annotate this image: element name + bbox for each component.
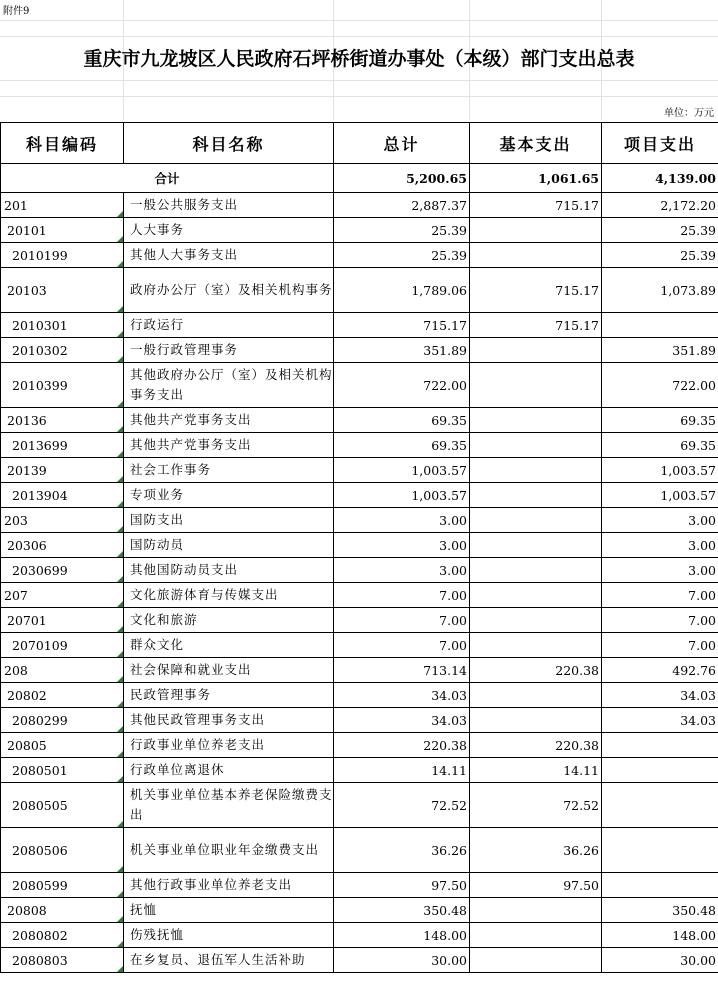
cell-project: 7.00 <box>602 633 718 658</box>
table-row <box>1 408 718 433</box>
cell-code: 20103 <box>1 268 124 313</box>
table-row <box>1 218 718 243</box>
cell-name: 群众文化 <box>124 633 334 658</box>
cell-code: 20101 <box>1 218 124 243</box>
header-name: 科目名称 <box>124 123 334 164</box>
table-row <box>1 483 718 508</box>
table-row <box>1 268 718 313</box>
table-row <box>1 533 718 558</box>
cell-name: 其他共产党事务支出 <box>124 433 334 458</box>
cell-basic: 220.38 <box>470 658 602 683</box>
cell-project: 3.00 <box>602 533 718 558</box>
cell-name: 文化旅游体育与传媒支出 <box>124 583 334 608</box>
grid-line <box>0 80 718 81</box>
expenditure-table <box>0 122 718 973</box>
table-row <box>1 828 718 873</box>
cell-basic <box>470 708 602 733</box>
cell-project: 69.35 <box>602 433 718 458</box>
cell-name: 其他人大事务支出 <box>124 243 334 268</box>
table-row <box>1 583 718 608</box>
table-row <box>1 683 718 708</box>
header-row <box>1 123 718 164</box>
cell-name: 其他政府办公厅（室）及相关机构事务支出 <box>124 363 334 408</box>
grid-line <box>0 20 718 21</box>
cell-project: 69.35 <box>602 408 718 433</box>
table-row <box>1 313 718 338</box>
table-row <box>1 733 718 758</box>
cell-code: 2013904 <box>1 483 124 508</box>
cell-basic: 72.52 <box>470 783 602 828</box>
table-row <box>1 458 718 483</box>
unit-label: 单位：万元 <box>664 108 714 119</box>
header-total: 总计 <box>334 123 470 164</box>
cell-project: 7.00 <box>602 608 718 633</box>
cell-basic <box>470 558 602 583</box>
cell-total: 715.17 <box>334 313 470 338</box>
cell-project: 34.03 <box>602 708 718 733</box>
cell-basic: 715.17 <box>470 313 602 338</box>
page-title: 重庆市九龙坡区人民政府石坪桥街道办事处（本级）部门支出总表 <box>83 48 635 70</box>
cell-total: 1,789.06 <box>334 268 470 313</box>
cell-name: 其他民政管理事务支出 <box>124 708 334 733</box>
table-row <box>1 873 718 898</box>
cell-name: 民政管理事务 <box>124 683 334 708</box>
cell-name: 国防动员 <box>124 533 334 558</box>
cell-project: 492.76 <box>602 658 718 683</box>
table-row <box>1 923 718 948</box>
cell-total: 25.39 <box>334 218 470 243</box>
cell-basic <box>470 683 602 708</box>
table-row <box>1 758 718 783</box>
grid-line <box>0 96 718 97</box>
cell-total: 713.14 <box>334 658 470 683</box>
header-code: 科目编码 <box>1 123 124 164</box>
table-row <box>1 898 718 923</box>
cell-total: 220.38 <box>334 733 470 758</box>
cell-total: 97.50 <box>334 873 470 898</box>
cell-basic <box>470 583 602 608</box>
table-row <box>1 783 718 828</box>
table-row <box>1 608 718 633</box>
cell-code: 207 <box>1 583 124 608</box>
cell-total: 72.52 <box>334 783 470 828</box>
cell-code: 20701 <box>1 608 124 633</box>
cell-project: 2,172.20 <box>602 193 718 218</box>
cell-basic <box>470 338 602 363</box>
table-row <box>1 948 718 973</box>
cell-name: 在乡复员、退伍军人生活补助 <box>124 948 334 973</box>
cell-code: 2080802 <box>1 923 124 948</box>
cell-code: 2080599 <box>1 873 124 898</box>
cell-name: 社会保障和就业支出 <box>124 658 334 683</box>
cell-code: 20139 <box>1 458 124 483</box>
table-row <box>1 658 718 683</box>
cell-name: 伤残抚恤 <box>124 923 334 948</box>
cell-total: 722.00 <box>334 363 470 408</box>
cell-project: 722.00 <box>602 363 718 408</box>
cell-project: 1,073.89 <box>602 268 718 313</box>
cell-code: 2080505 <box>1 783 124 828</box>
cell-name: 行政单位离退休 <box>124 758 334 783</box>
cell-project: 3.00 <box>602 558 718 583</box>
cell-basic: 715.17 <box>470 193 602 218</box>
cell-project: 25.39 <box>602 243 718 268</box>
table-row <box>1 508 718 533</box>
cell-name: 抚恤 <box>124 898 334 923</box>
cell-basic <box>470 508 602 533</box>
table-row <box>1 433 718 458</box>
cell-basic <box>470 608 602 633</box>
cell-total: 7.00 <box>334 608 470 633</box>
cell-basic: 220.38 <box>470 733 602 758</box>
cell-name: 行政事业单位养老支出 <box>124 733 334 758</box>
cell-project: 34.03 <box>602 683 718 708</box>
header-project: 项目支出 <box>602 123 718 164</box>
cell-name: 行政运行 <box>124 313 334 338</box>
table-row <box>1 243 718 268</box>
cell-project <box>602 783 718 828</box>
cell-name: 一般公共服务支出 <box>124 193 334 218</box>
cell-project: 30.00 <box>602 948 718 973</box>
cell-name: 其他行政事业单位养老支出 <box>124 873 334 898</box>
cell-total: 3.00 <box>334 508 470 533</box>
table-row <box>1 193 718 218</box>
cell-project <box>602 873 718 898</box>
cell-code: 2013699 <box>1 433 124 458</box>
cell-code: 2080299 <box>1 708 124 733</box>
total-total: 5,200.65 <box>334 164 470 193</box>
cell-basic <box>470 923 602 948</box>
table-row <box>1 338 718 363</box>
table-row <box>1 558 718 583</box>
attachment-label: 附件9 <box>3 6 30 17</box>
cell-code: 20808 <box>1 898 124 923</box>
cell-name: 其他国防动员支出 <box>124 558 334 583</box>
cell-basic <box>470 363 602 408</box>
cell-project <box>602 828 718 873</box>
cell-basic <box>470 433 602 458</box>
cell-project <box>602 313 718 338</box>
cell-basic: 97.50 <box>470 873 602 898</box>
cell-code: 2030699 <box>1 558 124 583</box>
cell-project: 350.48 <box>602 898 718 923</box>
cell-total: 148.00 <box>334 923 470 948</box>
cell-basic: 715.17 <box>470 268 602 313</box>
cell-total: 2,887.37 <box>334 193 470 218</box>
grid-line <box>0 36 718 37</box>
cell-project: 7.00 <box>602 583 718 608</box>
cell-code: 208 <box>1 658 124 683</box>
cell-project <box>602 733 718 758</box>
header-basic: 基本支出 <box>470 123 602 164</box>
cell-total: 34.03 <box>334 683 470 708</box>
cell-name: 文化和旅游 <box>124 608 334 633</box>
cell-total: 7.00 <box>334 583 470 608</box>
cell-project: 351.89 <box>602 338 718 363</box>
cell-total: 3.00 <box>334 533 470 558</box>
cell-basic <box>470 408 602 433</box>
cell-code: 20805 <box>1 733 124 758</box>
cell-name: 一般行政管理事务 <box>124 338 334 363</box>
cell-basic <box>470 243 602 268</box>
cell-name: 政府办公厅（室）及相关机构事务 <box>124 268 334 313</box>
total-project: 4,139.00 <box>602 164 718 193</box>
cell-basic <box>470 633 602 658</box>
cell-code: 20306 <box>1 533 124 558</box>
cell-total: 34.03 <box>334 708 470 733</box>
cell-basic <box>470 898 602 923</box>
cell-basic: 14.11 <box>470 758 602 783</box>
cell-name: 国防支出 <box>124 508 334 533</box>
cell-project <box>602 758 718 783</box>
cell-name: 机关事业单位基本养老保险缴费支出 <box>124 783 334 828</box>
cell-code: 20136 <box>1 408 124 433</box>
cell-name: 专项业务 <box>124 483 334 508</box>
cell-code: 2080803 <box>1 948 124 973</box>
table-row <box>1 708 718 733</box>
total-row <box>1 164 718 193</box>
cell-code: 20802 <box>1 683 124 708</box>
cell-code: 201 <box>1 193 124 218</box>
cell-code: 2010399 <box>1 363 124 408</box>
cell-basic <box>470 458 602 483</box>
cell-basic <box>470 948 602 973</box>
cell-basic <box>470 218 602 243</box>
cell-code: 2010302 <box>1 338 124 363</box>
cell-project: 148.00 <box>602 923 718 948</box>
cell-code: 2080506 <box>1 828 124 873</box>
table-row <box>1 363 718 408</box>
cell-total: 7.00 <box>334 633 470 658</box>
cell-code: 2010301 <box>1 313 124 338</box>
cell-name: 机关事业单位职业年金缴费支出 <box>124 828 334 873</box>
cell-total: 14.11 <box>334 758 470 783</box>
cell-project: 25.39 <box>602 218 718 243</box>
cell-code: 2080501 <box>1 758 124 783</box>
cell-total: 3.00 <box>334 558 470 583</box>
cell-basic <box>470 483 602 508</box>
cell-total: 30.00 <box>334 948 470 973</box>
cell-code: 2010199 <box>1 243 124 268</box>
cell-project: 3.00 <box>602 508 718 533</box>
cell-project: 1,003.57 <box>602 483 718 508</box>
cell-name: 人大事务 <box>124 218 334 243</box>
cell-total: 36.26 <box>334 828 470 873</box>
total-basic: 1,061.65 <box>470 164 602 193</box>
cell-code: 2070109 <box>1 633 124 658</box>
cell-total: 69.35 <box>334 433 470 458</box>
table-row <box>1 633 718 658</box>
cell-basic: 36.26 <box>470 828 602 873</box>
cell-total: 351.89 <box>334 338 470 363</box>
cell-total: 350.48 <box>334 898 470 923</box>
cell-basic <box>470 533 602 558</box>
total-label: 合计 <box>1 164 334 193</box>
cell-total: 1,003.57 <box>334 458 470 483</box>
cell-name: 其他共产党事务支出 <box>124 408 334 433</box>
cell-total: 25.39 <box>334 243 470 268</box>
cell-project: 1,003.57 <box>602 458 718 483</box>
cell-code: 203 <box>1 508 124 533</box>
cell-total: 69.35 <box>334 408 470 433</box>
cell-name: 社会工作事务 <box>124 458 334 483</box>
cell-total: 1,003.57 <box>334 483 470 508</box>
